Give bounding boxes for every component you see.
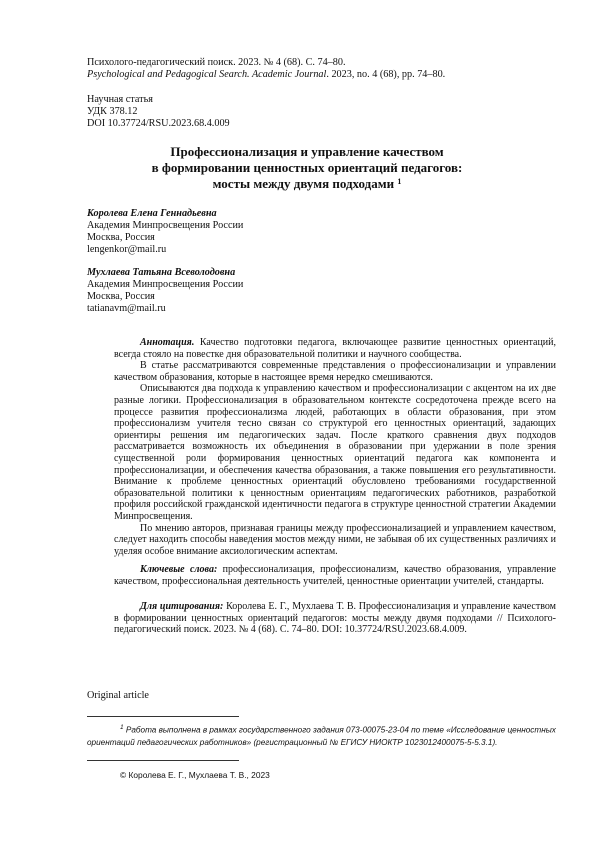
abstract-paragraph-2: В статье рассматриваются современные представления о профессионализации и управлении качеством образования, которые в настоящее время нередко смешиваются. (114, 360, 556, 383)
citation (114, 601, 556, 636)
footnote-text: Работа выполнена в рамках государственного задания 073-00075-23-04 по теме «Исследование ценностных ориентаций педагогических работников» (регистрационный № ЕГИСУ НИОКТР 1023012400075-5-5.3.1). (87, 725, 556, 747)
title-line-3 (87, 176, 527, 192)
author-2-city: Москва, Россия (87, 291, 155, 302)
footnote (87, 722, 557, 749)
article-title (87, 144, 527, 192)
copyright: © Королева Е. Г., Мухлаева Т. В., 2023 (120, 770, 270, 780)
keywords (114, 564, 556, 587)
author-2-name: Мухлаева Татьяна Всеволодовна (87, 267, 236, 278)
title-line-2: в формировании ценностных ориентаций педагогов: (151, 160, 463, 175)
abstract-p1-text: Качество подготовки педагога, включающее развитие ценностных ориентаций, всегда стояло на повестке дня образовательной политики и научного сообщества. (114, 337, 557, 360)
keywords-paragraph (114, 564, 556, 587)
author-1-name: Королева Елена Геннадьевна (87, 208, 217, 219)
abstract-label: Аннотация. (140, 337, 195, 348)
title-line-3-text: мосты между двумя подходами (212, 176, 395, 191)
citation-label: Для цитирования: (140, 601, 224, 612)
article-type: Научная статья (87, 94, 153, 105)
title-footnote-mark: 1 (397, 177, 402, 186)
keywords-label: Ключевые слова: (140, 564, 218, 575)
abstract (114, 337, 556, 557)
abstract-paragraph-4: По мнению авторов, признавая границы между профессионализацией и управлением качеством, следует находить способы наведения мостов между ними, не забывая об их существенных различиях и уделяя особое внимание аксиологическим аспектам. (114, 522, 556, 557)
doi: DOI 10.37724/RSU.2023.68.4.009 (87, 118, 230, 129)
journal-name-en: Psychological and Pedagogical Search. Academic Journal (87, 69, 327, 80)
keywords-text: профессионализация, профессионализм, качество образования, управление качеством, профессиональная деятельность учителей, ценностные ориентации учителей, стандарты. (114, 564, 556, 587)
journal-issue-en: . 2023, no. 4 (68), pp. 74–80. (326, 69, 446, 80)
abstract-paragraph-3: Описываются два подхода к управлению качеством и профессионализации с акцентом на их две разные логики. Профессионализация в образовательном контексте сосредоточена прежде всего на процессе развития профессионализма людей, работающих в области образования, при этом профессионализм учителя тесно связан со структурой его ценностных ориентаций, задающих ориентиры решения им педагогических задач. После краткого сравнения двух подходов рассматривается возможность их объединения в образовании при удержании в поле зрения существенной роли формирования ценностных ориентаций педагога как компонента и профессионализации, и обеспечения качества образования, а также повышения его результативности. Внимание к проблеме ценностных ориентаций обусловлено требованиями государственной образовательной политики к ценностным ориентациям педагогических работников, разработкой профиля российской гражданской идентичности педагога в структуре ценностной стратегии Академии Минпросвещения. (114, 383, 556, 522)
journal-line-en (87, 69, 445, 81)
author-1-email: lengenkor@mail.ru (87, 244, 167, 255)
author-2-affiliation: Академия Минпросвещения России (87, 279, 244, 290)
title-line-1: Профессионализация и управление качеством (170, 144, 444, 159)
citation-paragraph (114, 601, 556, 636)
original-article-label: Original article (87, 690, 149, 701)
citation-text: Королева Е. Г., Мухлаева Т. В. Профессионализация и управление качеством в формировании ценностных ориентаций педагогов: мосты между двумя подходами // Психолого-педагогический поиск. 2023. № 4 (68). С. 74–80. DOI: 10.37724/RSU.2023.68.4.009. (114, 601, 557, 636)
footnote-mark: 1 (120, 724, 124, 731)
copyright-separator (87, 760, 239, 761)
author-1-affiliation: Академия Минпросвещения России (87, 220, 244, 231)
footnote-separator (87, 716, 239, 717)
author-2-email: tatianavm@mail.ru (87, 303, 166, 314)
author-1-city: Москва, Россия (87, 232, 155, 243)
journal-line-ru: Психолого-педагогический поиск. 2023. № 4 (68). С. 74–80. (87, 57, 346, 68)
abstract-paragraph-1 (114, 337, 556, 360)
udk: УДК 378.12 (87, 106, 138, 117)
